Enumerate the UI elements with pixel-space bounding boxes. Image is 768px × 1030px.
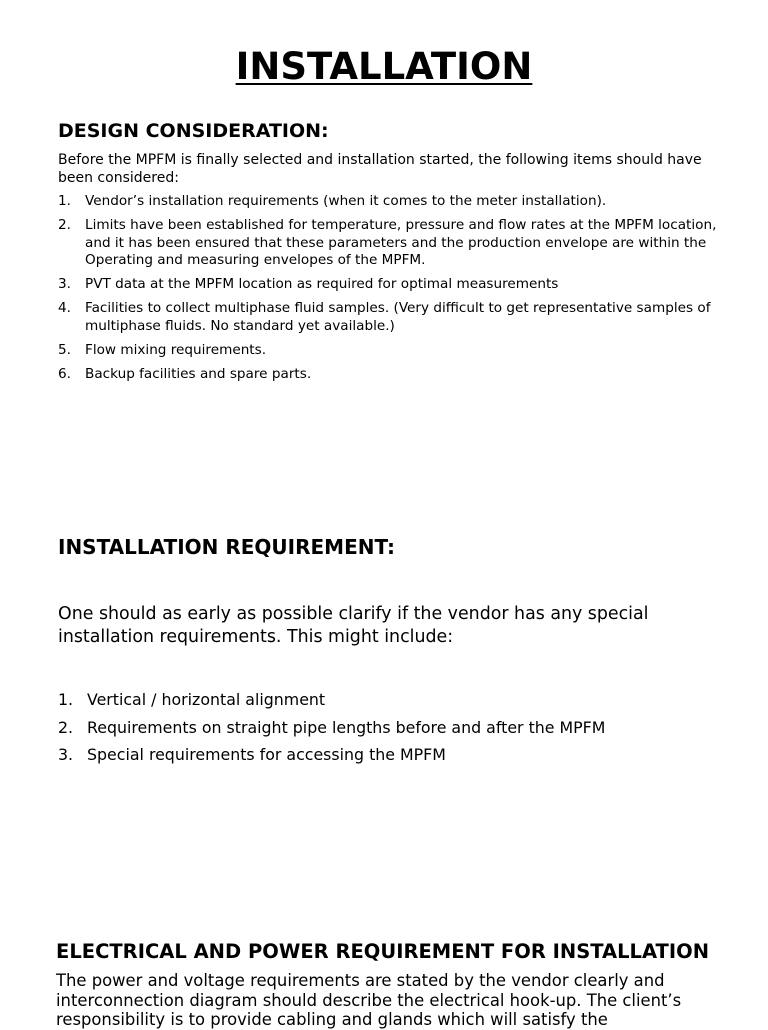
list-item-text: Backup facilities and spare parts. [85,366,312,383]
list-item [58,718,698,738]
list-item [58,745,698,765]
list-item-number: 2. [58,717,74,737]
list-item-number: 3. [58,745,74,764]
list-item-text: Special requirements for accessing the MPFM [87,745,446,764]
list-item [58,690,698,710]
list-item [58,217,718,270]
list-item-number: 5. [58,342,71,359]
list-item-text: PVT data at the MPFM location as required for optimal measurements [85,276,559,293]
list-item-text: Vendor’s installation requirements (when it comes to the meter installation). [85,193,607,209]
installation-requirement-heading: INSTALLATION REQUIREMENT: [58,535,396,559]
list-item-number: 1. [58,690,74,709]
list-item-number: 6. [58,366,71,383]
design-consideration-list [58,193,718,390]
electrical-requirement-body: The power and voltage requirements are stated by the vendor clearly and interconnection diagram should describe the electrical hook-up. The client’s responsibility is to provide cabling and glands which will satisfy the [56,971,682,1029]
list-item-number: 2. [58,217,71,234]
list-item [58,193,718,211]
list-item [58,300,718,335]
list-item [58,366,718,384]
list-item-text: Vertical / horizontal alignment [87,690,326,709]
list-item-text: Facilities to collect multiphase fluid samples. (Very difficult to get representative samples of multiphase fluids. No standard yet available.) [85,300,711,335]
page-title: INSTALLATION [235,45,533,88]
list-item [58,342,718,360]
installation-requirement-list [58,690,698,773]
list-item-text: Requirements on straight pipe lengths before and after the MPFM [87,717,606,737]
list-item-number: 4. [58,300,71,317]
list-item-number: 1. [58,193,71,209]
installation-requirement-intro: One should as early as possible clarify if the vendor has any special installation requirements. This might include: [58,604,649,647]
list-item-number: 3. [58,276,71,293]
list-item [58,276,718,294]
list-item-text: Limits have been established for temperature, pressure and flow rates at the MPFM location, and it has been ensured that these parameters and the production envelope are within the Operating and measuring envelopes of the MPFM. [85,217,717,269]
electrical-requirement-heading: ELECTRICAL AND POWER REQUIREMENT FOR INSTALLATION [56,940,710,963]
design-consideration-heading: DESIGN CONSIDERATION: [58,120,329,142]
list-item-text: Flow mixing requirements. [85,342,267,359]
design-consideration-intro: Before the MPFM is finally selected and installation started, the following items should have been considered: [58,152,702,186]
